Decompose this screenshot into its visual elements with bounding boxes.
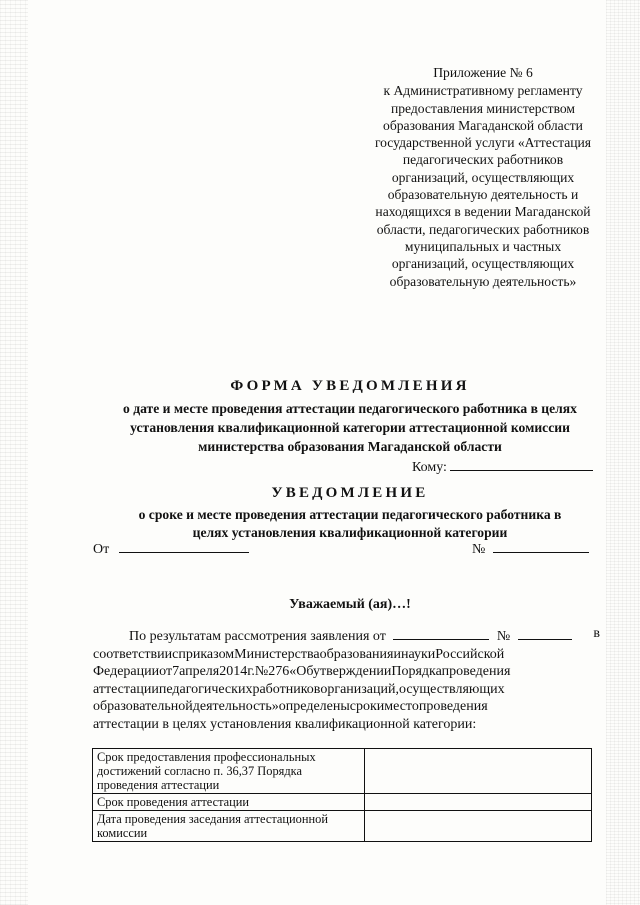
notice-subtitle-line: о сроке и месте проведения аттестации педагогического работника в xyxy=(138,507,562,522)
notice-subtitle-line: целях установления квалификационной категории xyxy=(192,525,508,540)
table-cell-value[interactable] xyxy=(365,811,592,842)
body-line: аттестации в целях установления квалификационной категории: xyxy=(93,716,477,732)
table-row xyxy=(93,749,592,794)
body-line: образовательнойдеятельность»определенысрокиместопроведения xyxy=(93,699,488,714)
appendix-line: области, педагогических работников xyxy=(376,221,590,237)
appendix-line: к Административному регламенту xyxy=(383,83,583,99)
appendix-line: предоставления министерством xyxy=(390,100,576,116)
form-title: ФОРМА УВЕДОМЛЕНИЯ xyxy=(230,378,470,394)
notice-title: УВЕДОМЛЕНИЕ xyxy=(271,485,429,501)
appendix-line: образовательную деятельность» xyxy=(389,273,577,289)
body-line: аттестациипедагогическихработниковорганизаций,осуществляющих xyxy=(93,681,505,697)
to-blank[interactable] xyxy=(450,456,593,471)
from-blank[interactable] xyxy=(119,538,249,553)
table-cell-label: Срок предоставления профессиональных достижений согласно п. 36,37 Порядка проведения аттестации xyxy=(93,749,365,794)
number-field xyxy=(472,538,589,558)
number-blank[interactable] xyxy=(493,538,589,553)
appendix-line: Приложение № 6 xyxy=(433,65,533,80)
greeting: Уважаемый (ая)…! xyxy=(289,597,411,612)
appendix-line: находящихся в ведении Магаданской xyxy=(375,204,591,220)
body-text xyxy=(93,625,600,733)
application-date-blank[interactable] xyxy=(393,625,489,640)
table-cell-label: Срок проведения аттестации xyxy=(93,794,365,811)
appendix-line: организаций, осуществляющих xyxy=(391,256,575,272)
form-subtitle-line: установления квалификационной категории аттестационной комиссии xyxy=(130,420,570,435)
attestation-schedule-table xyxy=(92,748,592,842)
to-field xyxy=(412,456,593,476)
table-cell-label: Дата проведения заседания аттестационной комиссии xyxy=(93,811,365,842)
appendix-line: организаций, осуществляющих xyxy=(391,169,575,185)
to-label: Кому: xyxy=(412,460,447,475)
body-line: По результатам рассмотрения заявления от № в xyxy=(129,626,600,644)
body-line: Федерацииот7апреля2014г.№276«ОбутвержденииПорядкапроведения xyxy=(93,664,511,679)
application-number-blank[interactable] xyxy=(518,625,572,640)
body-line: соответствиисприказомМинистерстваобразованияинаукиРоссийской xyxy=(93,646,505,662)
form-subtitle-line: министерства образования Магаданской области xyxy=(198,439,502,454)
scan-edge-left xyxy=(0,0,28,905)
from-field xyxy=(93,538,249,558)
appendix-line: образовательную деятельность и xyxy=(387,187,579,203)
appendix-line: образования Магаданской области xyxy=(383,117,583,133)
number-label: № xyxy=(472,542,486,557)
table-row xyxy=(93,811,592,842)
table-row xyxy=(93,794,592,811)
form-subtitle-line: о дате и месте проведения аттестации педагогического работника в целях xyxy=(123,401,577,416)
from-label: От xyxy=(93,542,110,557)
table-cell-value[interactable] xyxy=(365,794,592,811)
appendix-header xyxy=(358,64,608,290)
appendix-line: государственной услуги «Аттестация xyxy=(374,135,592,151)
table-cell-value[interactable] xyxy=(365,749,592,794)
appendix-line: педагогических работников xyxy=(402,152,564,168)
appendix-line: муниципальных и частных xyxy=(404,238,562,254)
